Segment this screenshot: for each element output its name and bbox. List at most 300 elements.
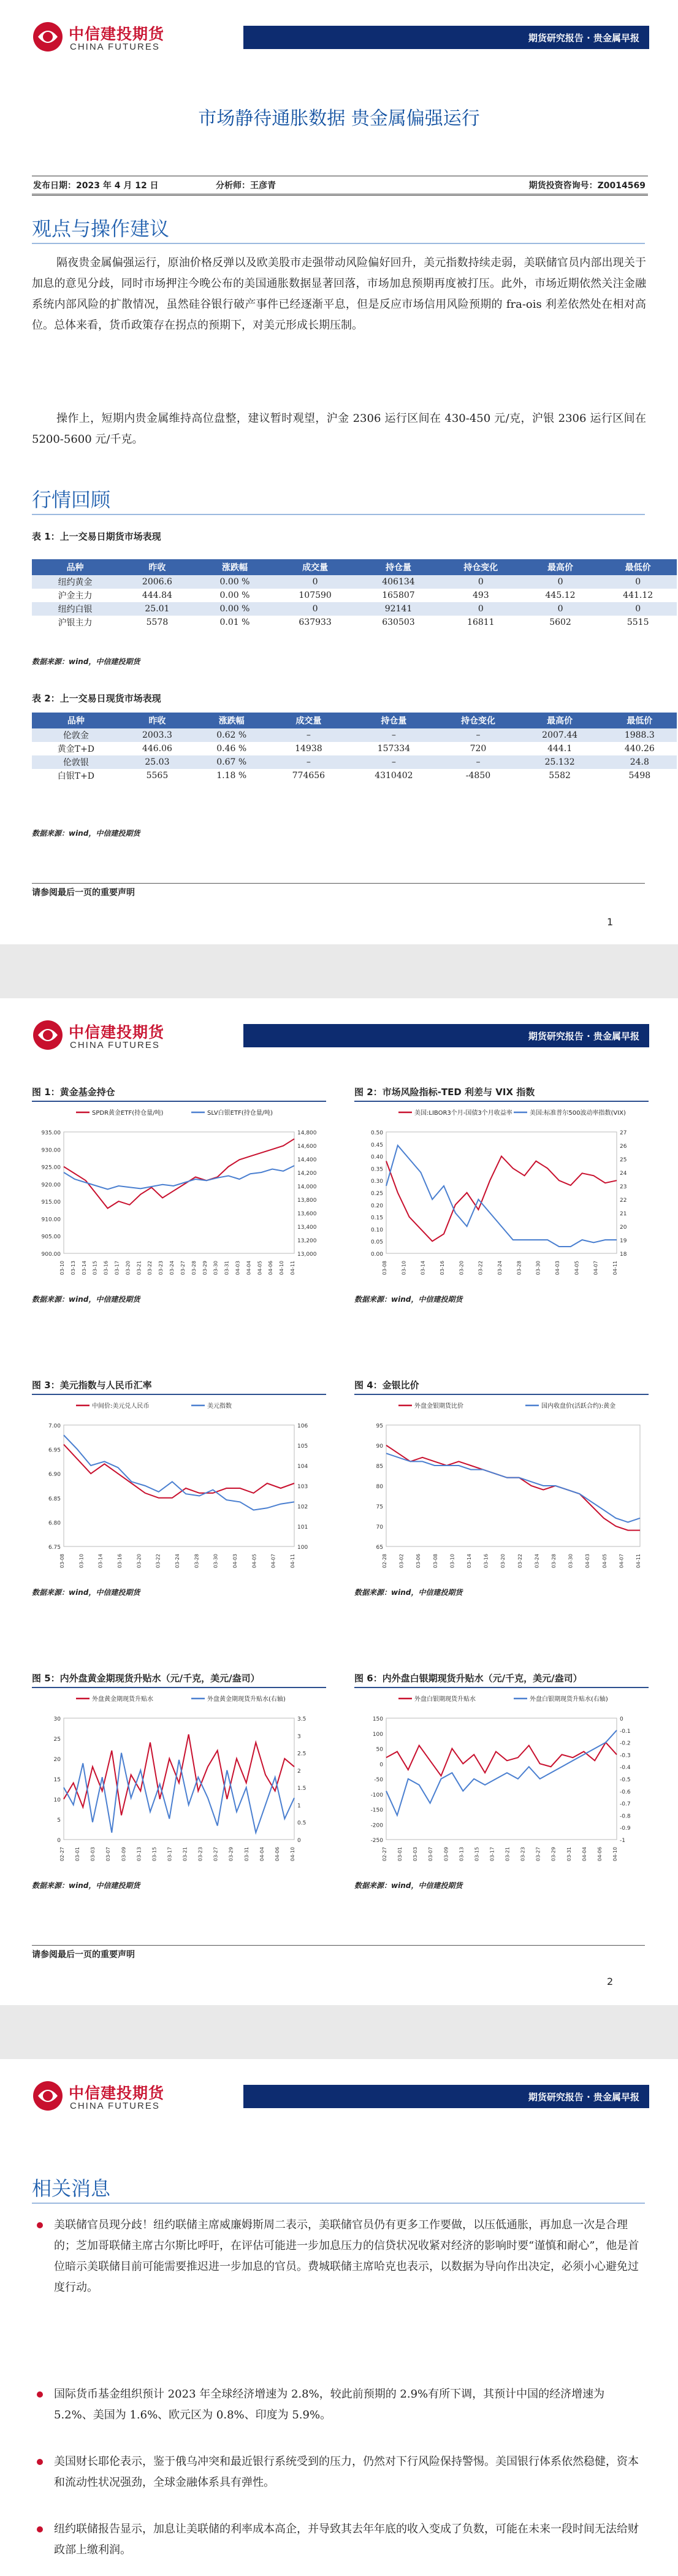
x-tick-label: 03-23 [520, 1847, 526, 1862]
section-title-view: 观点与操作建议 [32, 217, 170, 240]
x-tick-label: 03-22 [155, 1554, 161, 1569]
table-cell: 630503 [357, 616, 440, 629]
legend-label: SLV白银ETF(持仓量/吨) [207, 1110, 273, 1117]
table-cell: 0.00 % [196, 575, 273, 589]
table-cell: 伦敦银 [32, 755, 120, 769]
table-header-cell: 品种 [32, 559, 118, 575]
x-tick-label: 04-04 [259, 1847, 265, 1862]
table-cell: 107590 [273, 589, 357, 602]
y-tick-label: 50 [376, 1746, 383, 1753]
y2-tick-label: 106 [297, 1423, 308, 1429]
table-row [32, 755, 677, 769]
x-tick-label: 03-28 [516, 1261, 522, 1275]
legend-label: 中间价:美元兑人民币 [92, 1403, 150, 1410]
page-3 [0, 2059, 678, 2576]
legend-label: 外盘白银期现货升贴水 [414, 1696, 476, 1703]
spot-market-table [32, 713, 677, 782]
x-tick-label: 04-06 [596, 1847, 603, 1862]
chart-plot [32, 1397, 326, 1581]
x-tick-label: 04-10 [290, 1847, 295, 1862]
table2-caption: 表 2：上一交易日现货市场表现 [32, 693, 161, 704]
y2-tick-label: 14,600 [297, 1144, 317, 1150]
x-tick-label: 03-23 [158, 1261, 164, 1275]
section-title-review: 行情回顾 [32, 488, 111, 511]
y-tick-label: -50 [374, 1777, 383, 1783]
table-row [32, 742, 677, 755]
y-tick-label: 0.00 [370, 1252, 383, 1258]
table-cell: 444.1 [517, 742, 603, 755]
chart-source: 数据来源：wind，中信建投期货 [354, 1588, 463, 1597]
x-tick-label: 03-27 [213, 1847, 219, 1862]
page-header [32, 2076, 645, 2117]
y2-tick-label: -1 [620, 1838, 625, 1844]
y2-tick-label: -0.2 [620, 1740, 631, 1747]
table-cell: 445.12 [522, 589, 600, 602]
y2-tick-label: 101 [297, 1524, 308, 1531]
table-cell: 444.84 [118, 589, 196, 602]
bullet-icon [37, 2459, 43, 2465]
brand-name-cn: 中信建投期货 [69, 25, 165, 43]
y2-tick-label: -0.6 [620, 1789, 631, 1795]
header-band: 期货研究报告 · 贵金属早报 [243, 2085, 649, 2108]
page-header [32, 1015, 645, 1056]
table-cell: 0 [440, 575, 522, 589]
table-cell: 446.06 [120, 742, 194, 755]
x-tick-label: 03-29 [228, 1847, 234, 1862]
table-header-cell: 涨跌幅 [196, 559, 273, 575]
x-tick-label: 04-07 [619, 1554, 625, 1569]
header-band: 期货研究报告 · 贵金属早报 [243, 1024, 649, 1047]
x-tick-label: 03-29 [550, 1847, 557, 1862]
section-rule [32, 2203, 645, 2204]
page-header [32, 17, 645, 58]
x-tick-label: 03-16 [103, 1261, 109, 1275]
news-text: 美国财长耶伦表示，鉴于俄乌冲突和最近银行系统受到的压力，仍然对下行风险保持警惕。美国银行体系依然稳健，资本和流动性状况强劲，全球金融体系具有弹性。 [54, 2455, 639, 2489]
x-tick-label: 03-30 [213, 1554, 219, 1569]
chart-source: 数据来源：wind，中信建投期货 [32, 1295, 140, 1304]
y-tick-label: 935.00 [41, 1130, 61, 1136]
y2-tick-label: 0 [297, 1838, 301, 1844]
table-cell: 5602 [522, 616, 600, 629]
page-number: 2 [607, 1976, 614, 1987]
news-item [32, 2215, 646, 2298]
table-cell: 0.01 % [196, 616, 273, 629]
y2-tick-label: 13,200 [297, 1238, 317, 1244]
table-cell: 沪银主力 [32, 616, 118, 629]
table-cell: – [439, 728, 517, 742]
y-tick-label: 900.00 [41, 1252, 61, 1258]
y2-tick-label: 3 [297, 1733, 301, 1740]
brand-name-cn: 中信建投期货 [69, 1023, 165, 1041]
x-tick-label: 03-10 [78, 1554, 85, 1569]
x-tick-label: 03-28 [191, 1261, 197, 1275]
y-tick-label: 10 [53, 1797, 61, 1803]
table-cell: 25.01 [118, 602, 196, 616]
x-tick-label: 03-29 [202, 1261, 208, 1275]
brand-name-en: CHINA FUTURES [70, 42, 160, 52]
plot-frame [386, 1425, 640, 1546]
x-tick-label: 03-31 [224, 1261, 230, 1275]
x-tick-label: 03-28 [551, 1554, 557, 1569]
y2-tick-label: -0.5 [620, 1777, 631, 1783]
y-tick-label: -150 [370, 1807, 383, 1814]
chart-title: 图 2：市场风险指标-TED 利差与 VIX 指数 [354, 1085, 649, 1102]
y2-tick-label: 105 [297, 1443, 308, 1450]
table2-source: 数据来源：wind，中信建投期货 [32, 829, 140, 838]
report-title: 市场静待通胀数据 贵金属偏强运行 [198, 108, 480, 129]
y-tick-label: 95 [376, 1423, 383, 1429]
x-tick-label: 03-09 [443, 1847, 449, 1862]
table-cell: 24.8 [603, 755, 677, 769]
x-tick-label: 03-15 [474, 1847, 480, 1862]
chart-plot [354, 1690, 649, 1874]
x-tick-label: 02-28 [382, 1554, 387, 1569]
x-tick-label: 03-10 [59, 1261, 65, 1275]
table-cell: 0 [599, 602, 677, 616]
y-tick-label: 7.00 [48, 1423, 61, 1429]
brand-name-en: CHINA FUTURES [70, 1040, 160, 1050]
chart-title: 图 5：内外盘黄金期现货升贴水（元/千克，美元/盎司） [32, 1672, 326, 1688]
page-number: 1 [607, 916, 614, 928]
table-cell: 1988.3 [603, 728, 677, 742]
news-text: 纽约联储报告显示，加息让美联储的利率成本高企，并导致其去年年底的收入变成了负数，可能在未来一段时间无法给财政部上缴利润。 [54, 2523, 639, 2556]
y-tick-label: 5 [57, 1817, 61, 1824]
x-tick-label: 03-21 [505, 1847, 511, 1862]
table-cell: 5578 [118, 616, 196, 629]
series-line [64, 1445, 294, 1498]
table-header-cell: 最高价 [517, 713, 603, 728]
bullet-icon [37, 2391, 43, 2398]
brand-logo-icon [32, 1019, 64, 1051]
table-cell: 1.18 % [194, 769, 269, 782]
y2-tick-label: 102 [297, 1504, 308, 1510]
x-tick-label: 03-28 [194, 1554, 200, 1569]
table-cell: 92141 [357, 602, 440, 616]
y2-tick-label: 19 [620, 1238, 627, 1244]
x-tick-label: 03-30 [535, 1261, 541, 1275]
x-tick-label: 03-30 [568, 1554, 574, 1569]
plot-frame [64, 1132, 294, 1253]
y-tick-label: 80 [376, 1484, 383, 1490]
y-tick-label: 85 [376, 1464, 383, 1470]
table-cell: 2003.3 [120, 728, 194, 742]
x-tick-label: 03-22 [147, 1261, 153, 1275]
section-title-news: 相关消息 [32, 2177, 111, 2200]
table-cell: 0.46 % [194, 742, 269, 755]
plot-frame [386, 1718, 617, 1840]
x-tick-label: 03-03 [413, 1847, 419, 1862]
table-cell: – [439, 755, 517, 769]
section-rule [32, 243, 645, 244]
table-header-cell: 成交量 [269, 713, 348, 728]
y2-tick-label: 21 [620, 1211, 627, 1217]
y2-tick-label: 100 [297, 1545, 308, 1551]
table-cell: 0.67 % [194, 755, 269, 769]
x-tick-label: 03-14 [97, 1554, 104, 1569]
series-line [64, 1753, 294, 1833]
x-tick-label: 03-16 [117, 1554, 123, 1569]
x-tick-label: 03-20 [136, 1554, 142, 1569]
x-tick-label: 03-24 [497, 1261, 503, 1275]
x-tick-label: 03-17 [167, 1847, 173, 1862]
x-tick-label: 03-24 [169, 1261, 175, 1275]
series-line [64, 1734, 294, 1815]
y-tick-label: 920.00 [41, 1182, 61, 1188]
table-cell: – [269, 755, 348, 769]
x-tick-label: 03-31 [566, 1847, 572, 1862]
plot-frame [64, 1425, 294, 1546]
x-tick-label: 03-22 [517, 1554, 523, 1569]
chart-title: 图 4：金银比价 [354, 1378, 649, 1395]
x-tick-label: 03-17 [114, 1261, 120, 1275]
y-tick-label: 150 [372, 1716, 383, 1722]
table1-caption: 表 1：上一交易日期货市场表现 [32, 531, 161, 542]
table-cell: 白银T+D [32, 769, 120, 782]
y2-tick-label: 0 [620, 1716, 623, 1722]
x-tick-label: 03-13 [70, 1261, 76, 1275]
x-tick-label: 04-06 [274, 1847, 280, 1862]
meta-analyst: 分析师：王彦青 [216, 181, 276, 191]
table-cell: 5565 [120, 769, 194, 782]
x-tick-label: 03-22 [478, 1261, 484, 1275]
x-tick-label: 03-20 [500, 1554, 506, 1569]
y-tick-label: 915.00 [41, 1199, 61, 1206]
x-tick-label: 03-23 [197, 1847, 204, 1862]
x-tick-label: 04-11 [290, 1261, 295, 1275]
chart-gold-silver-ratio [354, 1378, 649, 1624]
x-tick-label: 03-10 [401, 1261, 407, 1275]
table-header-cell: 最低价 [603, 713, 677, 728]
y2-tick-label: 13,000 [297, 1252, 317, 1258]
table-cell: 伦敦金 [32, 728, 120, 742]
x-tick-label: 03-21 [136, 1261, 142, 1275]
meta-license: 期货投资咨询号：Z0014569 [528, 181, 646, 191]
y-tick-label: 100 [372, 1731, 383, 1738]
x-tick-label: 03-20 [459, 1261, 465, 1275]
table-cell: 0 [522, 575, 600, 589]
x-tick-label: 04-11 [612, 1261, 618, 1275]
table-cell: 5582 [517, 769, 603, 782]
table-cell: 纽约白银 [32, 602, 118, 616]
x-tick-label: 04-07 [270, 1554, 276, 1569]
y2-tick-label: -0.3 [620, 1752, 631, 1759]
table-cell: 5515 [599, 616, 677, 629]
series-line [386, 1445, 640, 1531]
y2-tick-label: 2.5 [297, 1751, 307, 1757]
y2-tick-label: 18 [620, 1252, 627, 1258]
x-tick-label: 04-11 [290, 1554, 295, 1569]
table-header-cell: 持仓变化 [440, 559, 522, 575]
y-tick-label: 65 [376, 1545, 383, 1551]
table-header-cell: 最低价 [599, 559, 677, 575]
chart-gold-fund-holdings [32, 1085, 326, 1331]
x-tick-label: 03-27 [535, 1847, 541, 1862]
x-tick-label: 03-16 [440, 1261, 445, 1275]
x-tick-label: 03-07 [105, 1847, 112, 1862]
legend-label: 外盘黄金期现货升贴水(右轴) [207, 1696, 286, 1703]
x-tick-label: 04-05 [574, 1261, 580, 1275]
y2-tick-label: 13,800 [297, 1198, 317, 1204]
brand-name-cn: 中信建投期货 [69, 2084, 165, 2102]
legend-label: 外盘金银期货比价 [414, 1403, 463, 1410]
y-tick-label: -100 [370, 1792, 383, 1798]
section-rule [32, 514, 645, 515]
table-cell: 406134 [357, 575, 440, 589]
legend-label: 美国:标准普尔500波动率指数(VIX) [530, 1110, 626, 1117]
x-tick-label: 04-03 [232, 1554, 238, 1569]
y-tick-label: 15 [53, 1777, 61, 1783]
y-tick-label: 0.10 [370, 1227, 383, 1234]
x-tick-label: 04-03 [555, 1261, 560, 1275]
y2-tick-label: 1.5 [297, 1786, 307, 1792]
chart-ted-vix [354, 1085, 649, 1331]
y2-tick-label: 27 [620, 1130, 627, 1136]
table-header-cell: 品种 [32, 713, 120, 728]
x-tick-label: 03-08 [432, 1554, 438, 1569]
table-cell: 纽约黄金 [32, 575, 118, 589]
y-tick-label: 0 [57, 1838, 61, 1844]
news-item [32, 2519, 646, 2561]
news-item [32, 2452, 646, 2493]
table-cell: 2007.44 [517, 728, 603, 742]
table-cell: 4310402 [348, 769, 439, 782]
y-tick-label: 0.40 [370, 1154, 383, 1161]
news-text: 国际货币基金组织预计 2023 年全球经济增速为 2.8%，较此前预期的 2.9%有所下调，其预计中国的经济增速为 5.2%、美国为 1.6%、欧元区为 0.8%、印度为 5.9%。 [54, 2388, 605, 2421]
plot-frame [386, 1132, 617, 1253]
y-tick-label: 0.50 [370, 1130, 383, 1136]
x-tick-label: 04-03 [235, 1261, 241, 1275]
legend-label: 美国:LIBOR3个月-国债3个月收益率 [414, 1110, 512, 1117]
series-line [386, 1743, 617, 1776]
y2-tick-label: 13,600 [297, 1211, 317, 1217]
brand-logo-icon [32, 2080, 64, 2112]
x-tick-label: 03-08 [59, 1554, 65, 1569]
y-tick-label: 20 [53, 1757, 61, 1763]
chart-gold-basis [32, 1672, 326, 1917]
chart-silver-basis [354, 1672, 649, 1917]
table-cell: 0 [273, 575, 357, 589]
series-line [64, 1166, 294, 1190]
table-cell: 637933 [273, 616, 357, 629]
table-cell: 157334 [348, 742, 439, 755]
table-row [32, 769, 677, 782]
table-header-row [32, 713, 677, 728]
x-tick-label: 03-01 [397, 1847, 403, 1862]
x-tick-label: 03-02 [398, 1554, 405, 1569]
news-item [32, 2384, 646, 2426]
table-cell: 5498 [603, 769, 677, 782]
y-tick-label: 90 [376, 1443, 383, 1450]
y2-tick-label: 1 [297, 1803, 301, 1810]
table-row [32, 602, 677, 616]
x-tick-label: 02-27 [59, 1847, 65, 1862]
y-tick-label: -200 [370, 1822, 383, 1829]
disclaimer-note: 请参阅最后一页的重要声明 [32, 1945, 645, 1960]
page-gap [0, 944, 678, 998]
x-tick-label: 03-24 [534, 1554, 540, 1569]
table-header-cell: 持仓量 [357, 559, 440, 575]
y2-tick-label: 26 [620, 1144, 627, 1150]
x-tick-label: 03-13 [136, 1847, 142, 1862]
y-tick-label: 925.00 [41, 1164, 61, 1171]
table-cell: – [348, 755, 439, 769]
table-cell: – [348, 728, 439, 742]
series-line [64, 1435, 294, 1510]
table-cell: 沪金主力 [32, 589, 118, 602]
table-row [32, 616, 677, 629]
x-tick-label: 03-01 [75, 1847, 81, 1862]
futures-market-table [32, 559, 677, 629]
y-tick-label: 0.35 [370, 1166, 383, 1173]
x-tick-label: 04-05 [601, 1554, 608, 1569]
x-tick-label: 04-03 [585, 1554, 591, 1569]
legend-label: 外盘白银期现货升贴水(右轴) [530, 1696, 608, 1703]
table-cell: 黄金T+D [32, 742, 120, 755]
table-cell: 774656 [269, 769, 348, 782]
x-tick-label: 03-20 [125, 1261, 131, 1275]
y-tick-label: 930.00 [41, 1147, 61, 1154]
bullet-icon [37, 2526, 43, 2532]
table-cell: – [269, 728, 348, 742]
brand-logo [32, 21, 179, 58]
y-tick-label: 0.30 [370, 1179, 383, 1185]
chart-title: 图 6：内外盘白银期现货升贴水（元/千克，美元/盎司） [354, 1672, 649, 1688]
y2-tick-label: -0.4 [620, 1765, 631, 1771]
y2-tick-label: 24 [620, 1171, 627, 1177]
table-cell: 0 [273, 602, 357, 616]
y-tick-label: 6.90 [48, 1472, 61, 1478]
bullet-icon [37, 2222, 43, 2228]
y-tick-label: 0.25 [370, 1191, 383, 1197]
y2-tick-label: 25 [620, 1157, 627, 1163]
table-cell: 165807 [357, 589, 440, 602]
x-tick-label: 03-09 [121, 1847, 127, 1862]
table-cell: 16811 [440, 616, 522, 629]
x-tick-label: 03-06 [416, 1554, 422, 1569]
x-tick-label: 04-06 [268, 1261, 274, 1275]
y-tick-label: 0.15 [370, 1215, 383, 1221]
chart-title: 图 3：美元指数与人民币汇率 [32, 1378, 326, 1395]
x-tick-label: 03-14 [81, 1261, 87, 1275]
legend-label: 美元指数 [207, 1403, 232, 1410]
chart-title: 图 1：黄金基金持仓 [32, 1085, 326, 1102]
page-1 [0, 0, 678, 944]
series-line [386, 1145, 617, 1247]
y-tick-label: 70 [376, 1524, 383, 1531]
y-tick-label: 30 [53, 1716, 61, 1722]
table-cell: 25.132 [517, 755, 603, 769]
table-cell: -4850 [439, 769, 517, 782]
x-tick-label: 03-14 [420, 1261, 426, 1275]
news-text: 美联储官员现分歧！纽约联储主席威廉姆斯周二表示，美联储官员仍有更多工作要做，以压低通胀，再加息一次是合理的；芝加哥联储主席古尔斯比呼吁，在评估可能进一步加息压力的信贷状况收紧对经济的影响时要“谨慎和耐心”，他是首位暗示美联储目前可能需要推迟进一步加息的官员。费城联储主席哈克也表示，以数据为导向作出决定，必须小心避免过度行动。 [54, 2219, 639, 2294]
legend-label: 国内收盘价(活跃合约):黄金 [541, 1403, 616, 1410]
x-tick-label: 03-08 [382, 1261, 387, 1275]
y-tick-label: 905.00 [41, 1234, 61, 1240]
table-cell: 440.26 [603, 742, 677, 755]
page-gap [0, 2005, 678, 2059]
y2-tick-label: 14,400 [297, 1157, 317, 1163]
y-tick-label: 0.45 [370, 1142, 383, 1148]
y-tick-label: -250 [370, 1838, 383, 1844]
x-tick-label: 03-07 [428, 1847, 434, 1862]
y2-tick-label: 103 [297, 1484, 308, 1490]
table-row [32, 575, 677, 589]
brand-logo [32, 2080, 179, 2117]
y-tick-label: 75 [376, 1504, 383, 1510]
y2-tick-label: 3.5 [297, 1716, 307, 1722]
y2-tick-label: -0.1 [620, 1728, 631, 1735]
x-tick-label: 03-15 [151, 1847, 158, 1862]
